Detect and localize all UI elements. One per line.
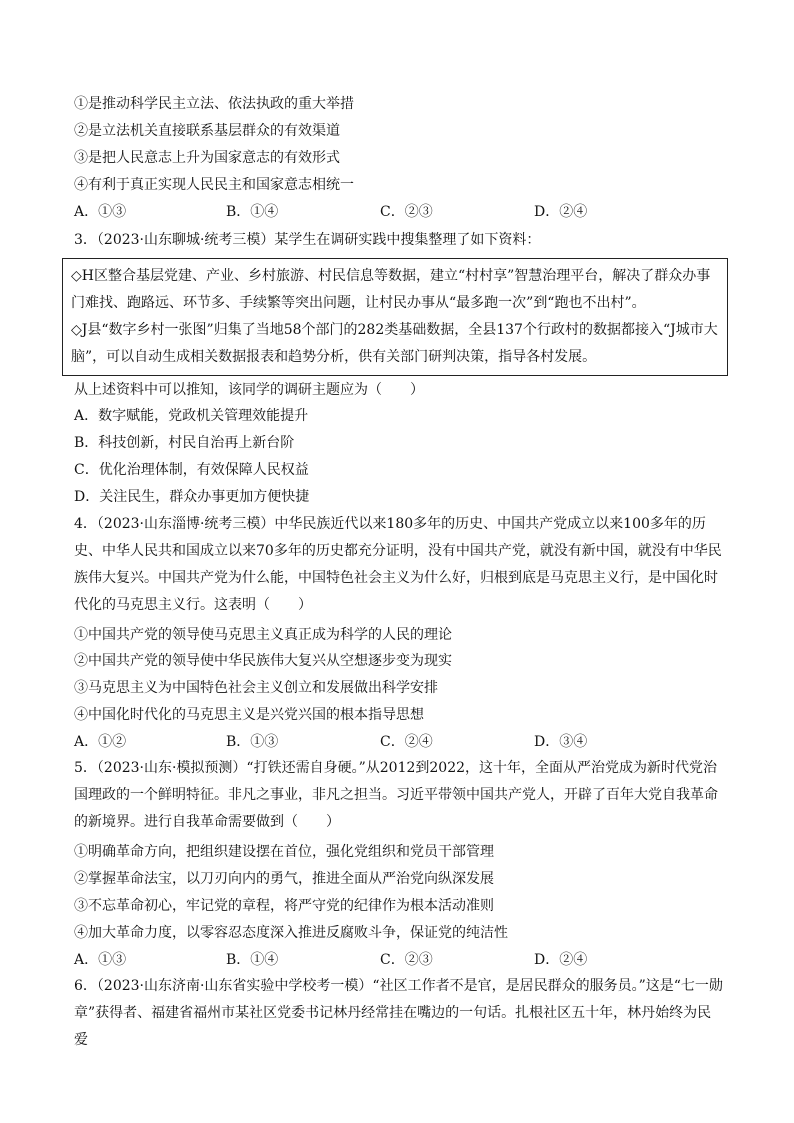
q3-question: 从上述资料中可以推知，该同学的调研主题应为（ ） <box>74 382 424 398</box>
q2-option-d: D．②④ <box>534 204 588 220</box>
q4-item-2: ②中国共产党的领导使中华民族伟大复兴从空想逐步变为现实 <box>74 653 452 669</box>
q2-option-c: C．②③ <box>380 204 433 220</box>
q4-option-a: A．①② <box>74 734 127 750</box>
q4-options <box>74 733 724 751</box>
q3-material-h: ◇H区整合基层党建、产业、乡村旅游、村民信息等数据，建立“村村享”智慧治理平台，解决了群众办事门难找、跑路远、环节多、手续繁等突出问题，让村民办事从“最多跑一次”到“跑也不出村”。 <box>71 268 711 311</box>
q6-stem: 6．（2023·山东济南·山东省实验中学校考一模）“社区工作者不是官，是居民群众的服务员。”这是“七一勋章”获得者、福建省福州市某社区党委书记林丹经常挂在嘴边的一句话。扎根社区五十年，林丹始终为民爱 <box>74 978 723 1048</box>
q5-option-a: A．①③ <box>74 952 127 968</box>
q4-option-c: C．②④ <box>380 734 433 750</box>
q5-item-1: ①明确革命方向，把组织建设摆在首位，强化党组织和党员干部管理 <box>74 844 494 860</box>
q4-item-4: ④中国化时代化的马克思主义是兴党兴国的根本指导思想 <box>74 707 424 723</box>
q3-option-a: A．数字赋能，党政机关管理效能提升 <box>74 408 309 424</box>
q5-item-3: ③不忘革命初心，牢记党的章程，将严守党的纪律作为根本活动准则 <box>74 898 494 914</box>
q4-option-d: D．③④ <box>534 734 588 750</box>
q4-option-b: B．①③ <box>226 734 279 750</box>
q5-option-b: B．①④ <box>226 952 279 968</box>
q2-options <box>74 203 724 221</box>
q2-option-a: A．①③ <box>74 204 127 220</box>
q4-item-3: ③马克思主义为中国特色社会主义创立和发展做出科学安排 <box>74 680 438 696</box>
q3-material-box <box>62 258 728 376</box>
q2-item-2: ②是立法机关直接联系基层群众的有效渠道 <box>74 123 340 139</box>
q5-stem: 5．（2023·山东·模拟预测）“打铁还需自身硬。”从2012到2022，这十年，全面从严治党成为新时代党治国理政的一个鲜明特征。非凡之事业，非凡之担当。习近平带领中国共产党人，开辟了百年大党自我革命的新境界。进行自我革命需要做到（ ） <box>74 760 718 830</box>
q4-stem: 4．（2023·山东淄博·统考三模）中华民族近代以来180多年的历史、中国共产党成立以来100多年的历史、中华人民共和国成立以来70多年的历史都充分证明，没有中国共产党，就没有新中国，就没有中华民族伟大复兴。中国共产党为什么能，中国特色社会主义为什么好，归根到底是马克思主义行，是中国化时代化的马克思主义行。这表明（ ） <box>74 516 722 613</box>
q2-option-b: B．①④ <box>226 204 279 220</box>
q5-option-c: C．②③ <box>380 952 433 968</box>
q5-option-d: D．②④ <box>534 952 588 968</box>
q5-item-2: ②掌握革命法宝，以刀刃向内的勇气，推进全面从严治党向纵深发展 <box>74 871 494 887</box>
q2-item-4: ④有利于真正实现人民民主和国家意志相统一 <box>74 177 354 193</box>
q3-option-b: B．科技创新，村民自治再上新台阶 <box>74 435 295 451</box>
q5-item-4: ④加大革命力度，以零容忍态度深入推进反腐败斗争，保证党的纯洁性 <box>74 925 508 941</box>
q3-stem: 3．（2023·山东聊城·统考三模）某学生在调研实践中搜集整理了如下资料： <box>74 232 541 248</box>
q2-item-1: ①是推动科学民主立法、依法执政的重大举措 <box>74 96 354 112</box>
q2-item-3: ③是把人民意志上升为国家意志的有效形式 <box>74 150 340 166</box>
q3-option-d: D．关注民生，群众办事更加方便快捷 <box>74 489 310 505</box>
q4-item-1: ①中国共产党的领导使马克思主义真正成为科学的人民的理论 <box>74 627 452 643</box>
q5-options <box>74 951 724 969</box>
q3-option-c: C．优化治理体制，有效保障人民权益 <box>74 462 309 478</box>
q3-material-j: ◇J县“数字乡村一张图”归集了当地58个部门的282类基础数据，全县137个行政村的数据都接入“J城市大脑”，可以自动生成相关数据报表和趋势分析，供有关部门研判决策，指导各村发展。 <box>71 322 718 365</box>
